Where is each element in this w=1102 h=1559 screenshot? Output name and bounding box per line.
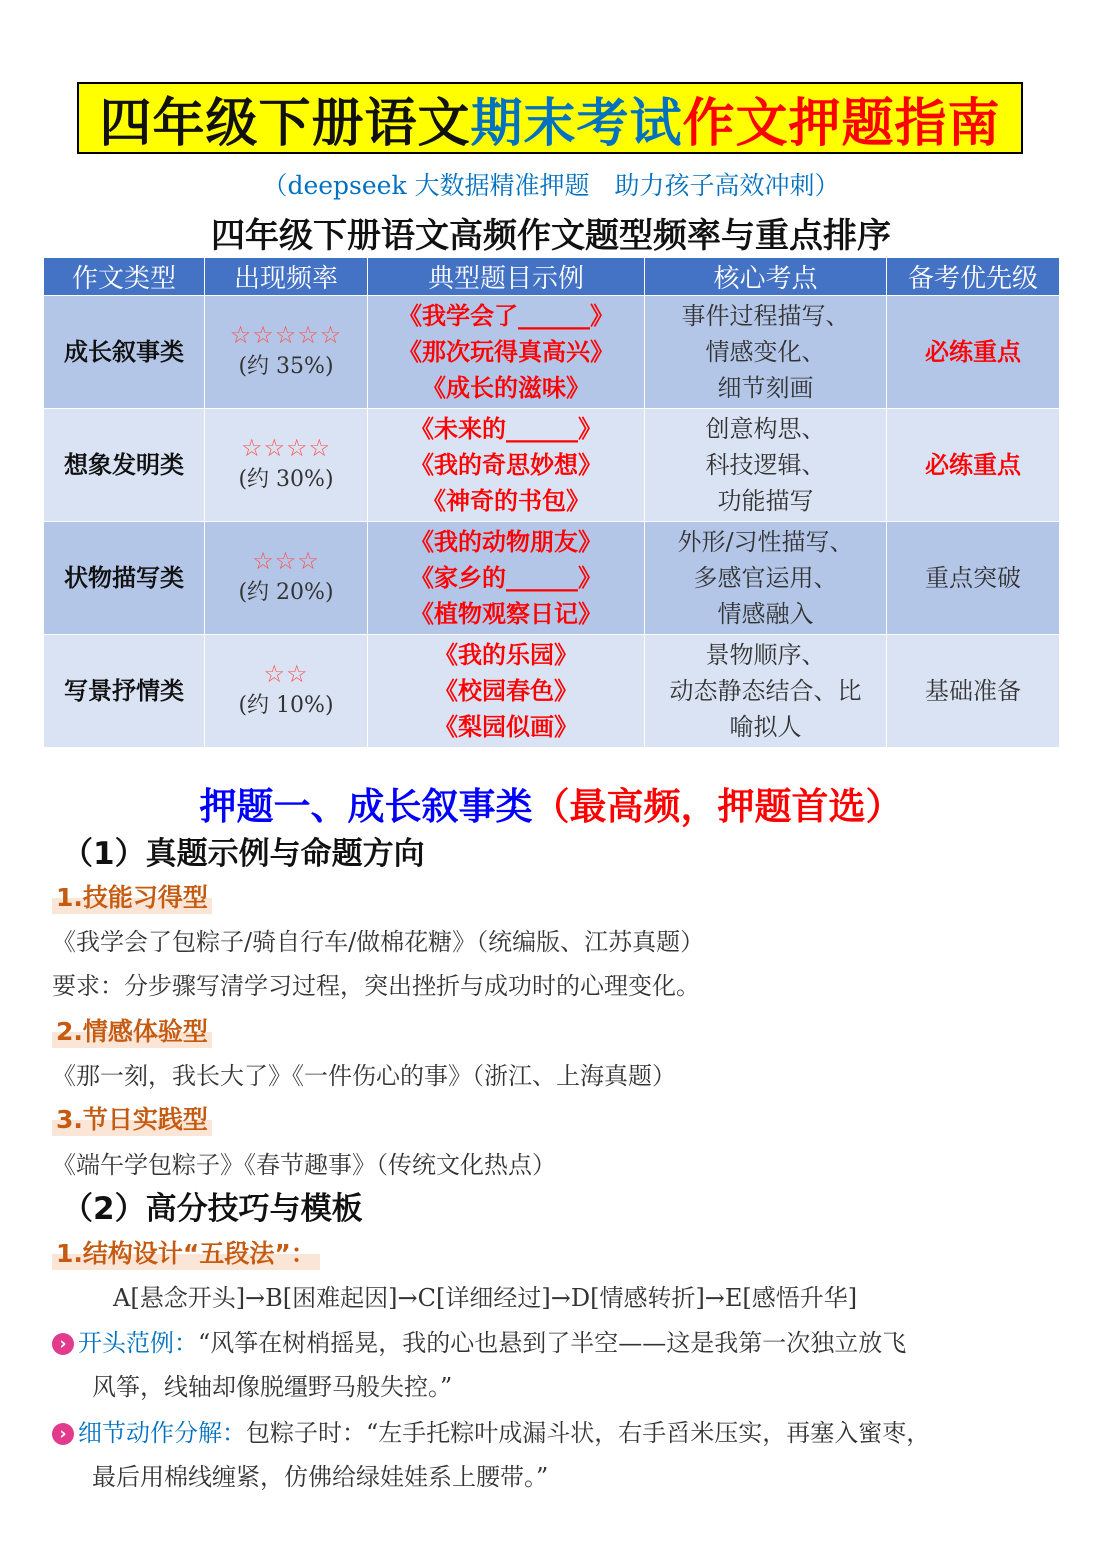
example-title: 《成长的滋味》 [422,373,590,402]
row-type: 想象发明类 [44,409,205,522]
example-title: 《梨园似画》 [434,712,578,741]
header-priority: 备考优先级 [887,258,1060,296]
key-point: 情感变化、 [705,338,826,366]
technique-title-structure: 1.结构设计“五段法”： [52,1234,320,1270]
row-frequency [205,635,368,748]
row-frequency [205,296,368,409]
section-heading-main: 押题一、成长叙事类 [199,785,533,828]
row-priority: 必练重点 [887,296,1060,409]
row-priority: 基础准备 [887,635,1060,748]
frequency-percent: (约 20%) [238,580,334,605]
key-point: 功能描写 [717,487,814,515]
key-point: 科技逻辑、 [705,451,826,479]
bullet-opening-example [52,1323,906,1358]
row-key-points [645,522,887,635]
example-title: 《神奇的书包》 [422,486,590,515]
rating-stars: ☆☆ [263,660,309,688]
example-title: 《未来的______》 [410,414,602,443]
example-title: 《植物观察日记》 [410,599,602,628]
key-point: 情感融入 [717,600,814,628]
category-requirement-skill: 要求：分步骤写清学习过程，突出挫折与成功时的心理变化。 [52,972,700,1000]
title-part-2: 期末考试 [470,93,683,154]
category-example-skill: 《我学会了包粽子/骑自行车/做棉花糖》（统编版、江苏真题） [52,928,705,956]
row-type: 状物描写类 [44,522,205,635]
row-frequency [205,409,368,522]
table-row [44,635,1060,748]
key-point: 多感官运用、 [693,564,838,592]
example-title: 《我的奇思妙想》 [410,450,602,479]
header-frequency: 出现频率 [205,258,368,296]
row-examples [368,522,645,635]
key-point: 景物顺序、 [705,641,826,669]
rating-stars: ☆☆☆ [252,547,320,575]
bullet-label: 细节动作分解： [78,1419,246,1447]
row-frequency [205,522,368,635]
category-title-festival: 3.节日实践型 [52,1100,212,1136]
key-point: 事件过程描写、 [681,302,850,330]
key-point: 外形/习性描写、 [677,528,854,556]
table-header-row [44,258,1060,296]
header-examples: 典型题目示例 [368,258,645,296]
page-title [77,82,1023,154]
example-title: 《我的动物朋友》 [410,527,602,556]
example-title: 《那次玩得真高兴》 [398,337,614,366]
bullet-continuation: 最后用棉线缠紧，仿佛给绿娃娃系上腰带。” [92,1463,549,1491]
frequency-percent: (约 10%) [238,693,334,718]
bullet-text: 包粽子时：“左手托粽叶成漏斗状，右手舀米压实，再塞入蜜枣， [246,1419,931,1447]
chevron-right-circle-icon: › [52,1423,74,1445]
row-priority: 必练重点 [887,409,1060,522]
row-key-points [645,296,887,409]
row-examples [368,635,645,748]
category-example-festival: 《端午学包粽子》《春节趣事》（传统文化热点） [52,1151,556,1179]
table-title: 四年级下册语文高频作文题型频率与重点排序 [211,216,891,256]
title-part-3: 作文押题指南 [682,93,1001,154]
bullet-label: 开头范例： [78,1329,198,1357]
subheading-examples: （1）真题示例与命题方向 [62,836,425,872]
example-title: 《我的乐园》 [434,640,578,669]
row-examples [368,296,645,409]
category-title-skill: 1.技能习得型 [52,878,212,914]
header-key-points: 核心考点 [645,258,887,296]
section-heading [0,776,1102,830]
frequency-percent: (约 30%) [238,467,334,492]
category-title-emotion: 2.情感体验型 [52,1012,212,1048]
rating-stars: ☆☆☆☆ [240,434,332,462]
row-type: 成长叙事类 [44,296,205,409]
row-type: 写景抒情类 [44,635,205,748]
key-point: 细节刻画 [717,374,814,402]
key-point: 动态静态结合、比 [669,677,862,705]
table-row [44,522,1060,635]
chevron-right-circle-icon: › [52,1333,74,1355]
rating-stars: ☆☆☆☆☆ [229,321,343,349]
subheading-techniques: （2）高分技巧与模板 [62,1191,363,1227]
table-row [44,409,1060,522]
table-row [44,296,1060,409]
example-title: 《校园春色》 [434,676,578,705]
category-example-emotion: 《那一刻，我长大了》《一件伤心的事》（浙江、上海真题） [52,1062,676,1090]
row-priority: 重点突破 [887,522,1060,635]
section-heading-note: （最高频，押题首选） [532,785,903,828]
example-title: 《家乡的______》 [410,563,602,592]
example-title: 《我学会了______》 [398,301,614,330]
row-examples [368,409,645,522]
structure-flow: A[悬念开头]→B[困难起因]→C[详细经过]→D[情感转折]→E[感悟升华] [113,1284,858,1312]
bullet-text: “风筝在树梢摇晃，我的心也悬到了半空——这是我第一次独立放飞 [198,1329,907,1357]
frequency-percent: (约 35%) [238,354,334,379]
row-key-points [645,635,887,748]
frequency-table [43,257,1060,748]
key-point: 创意构思、 [705,415,826,443]
row-key-points [645,409,887,522]
subtitle: （deepseek 大数据精准押题 助力孩子高效冲刺） [262,171,840,200]
title-part-1: 四年级下册语文 [99,93,471,154]
key-point: 喻拟人 [729,713,802,741]
header-type: 作文类型 [44,258,205,296]
bullet-continuation: 风筝，线轴却像脱缰野马般失控。” [92,1373,453,1401]
bullet-detail-example [52,1413,930,1448]
